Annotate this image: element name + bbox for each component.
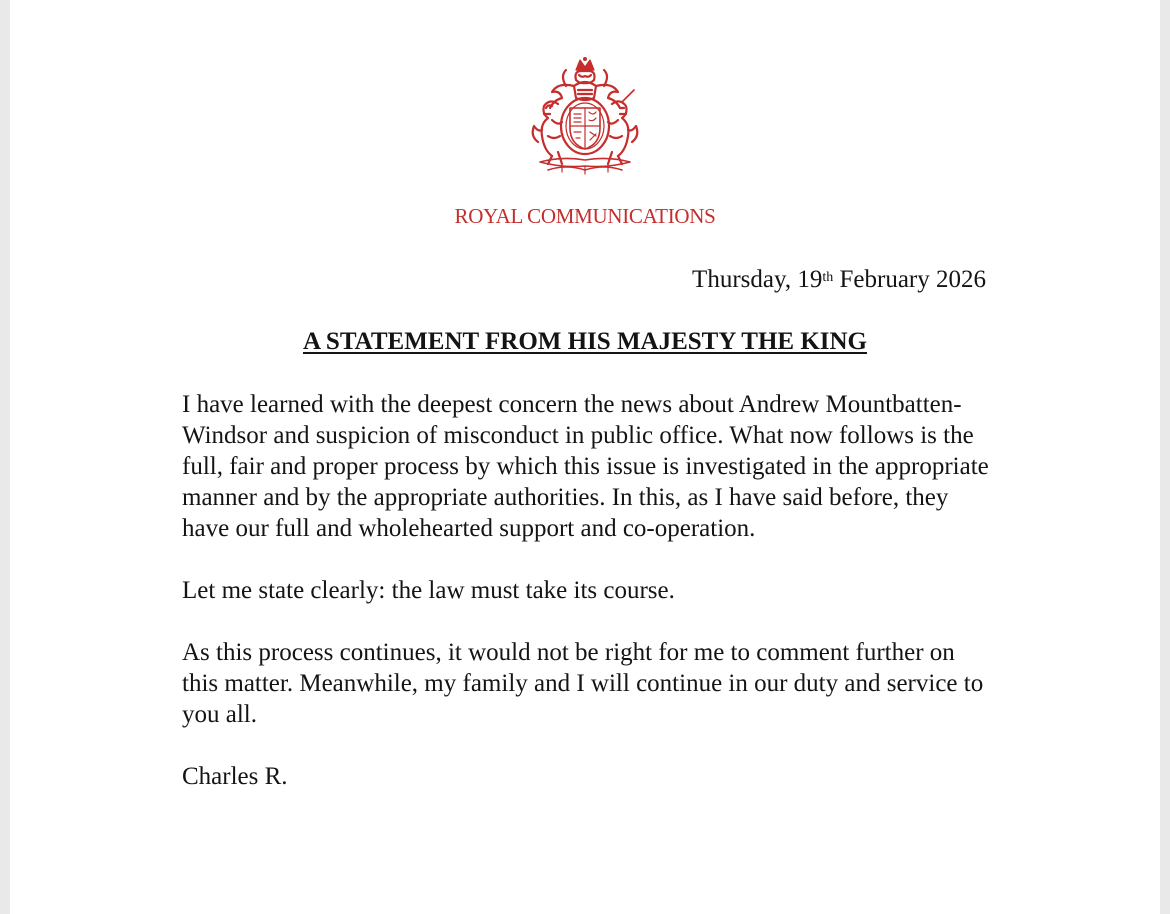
paragraph: As this process continues, it would not be right for me to comment further on this matter. Meanwhile, my family and I will continue in our duty and service to you all. [182, 639, 984, 728]
paragraph: Let me state clearly: the law must take its course. [182, 577, 675, 604]
date-month-year: February 2026 [839, 266, 986, 293]
signature: Charles R. [182, 763, 288, 790]
royal-coat-of-arms-icon [518, 56, 652, 176]
office-name: ROYAL COMMUNICATIONS [454, 204, 716, 228]
dateline [692, 265, 986, 295]
statement-title: A STATEMENT FROM HIS MAJESTY THE KING [303, 328, 867, 355]
paragraph: I have learned with the deepest concern the news about Andrew Mountbatten-Windsor and suspicion of misconduct in public office. What now follows is the full, fair and proper process by which this issue is investigated in the appropriate manner and by the appropriate authorities. In this, as I have said before, they have our full and wholehearted support and co-operation. [182, 391, 989, 542]
document-page [10, 0, 1160, 914]
statement-body [182, 389, 997, 823]
statement-title-wrapper [10, 327, 1160, 357]
date-day-suffix: th [822, 270, 834, 285]
date-day: Thursday, 19 [692, 266, 823, 293]
